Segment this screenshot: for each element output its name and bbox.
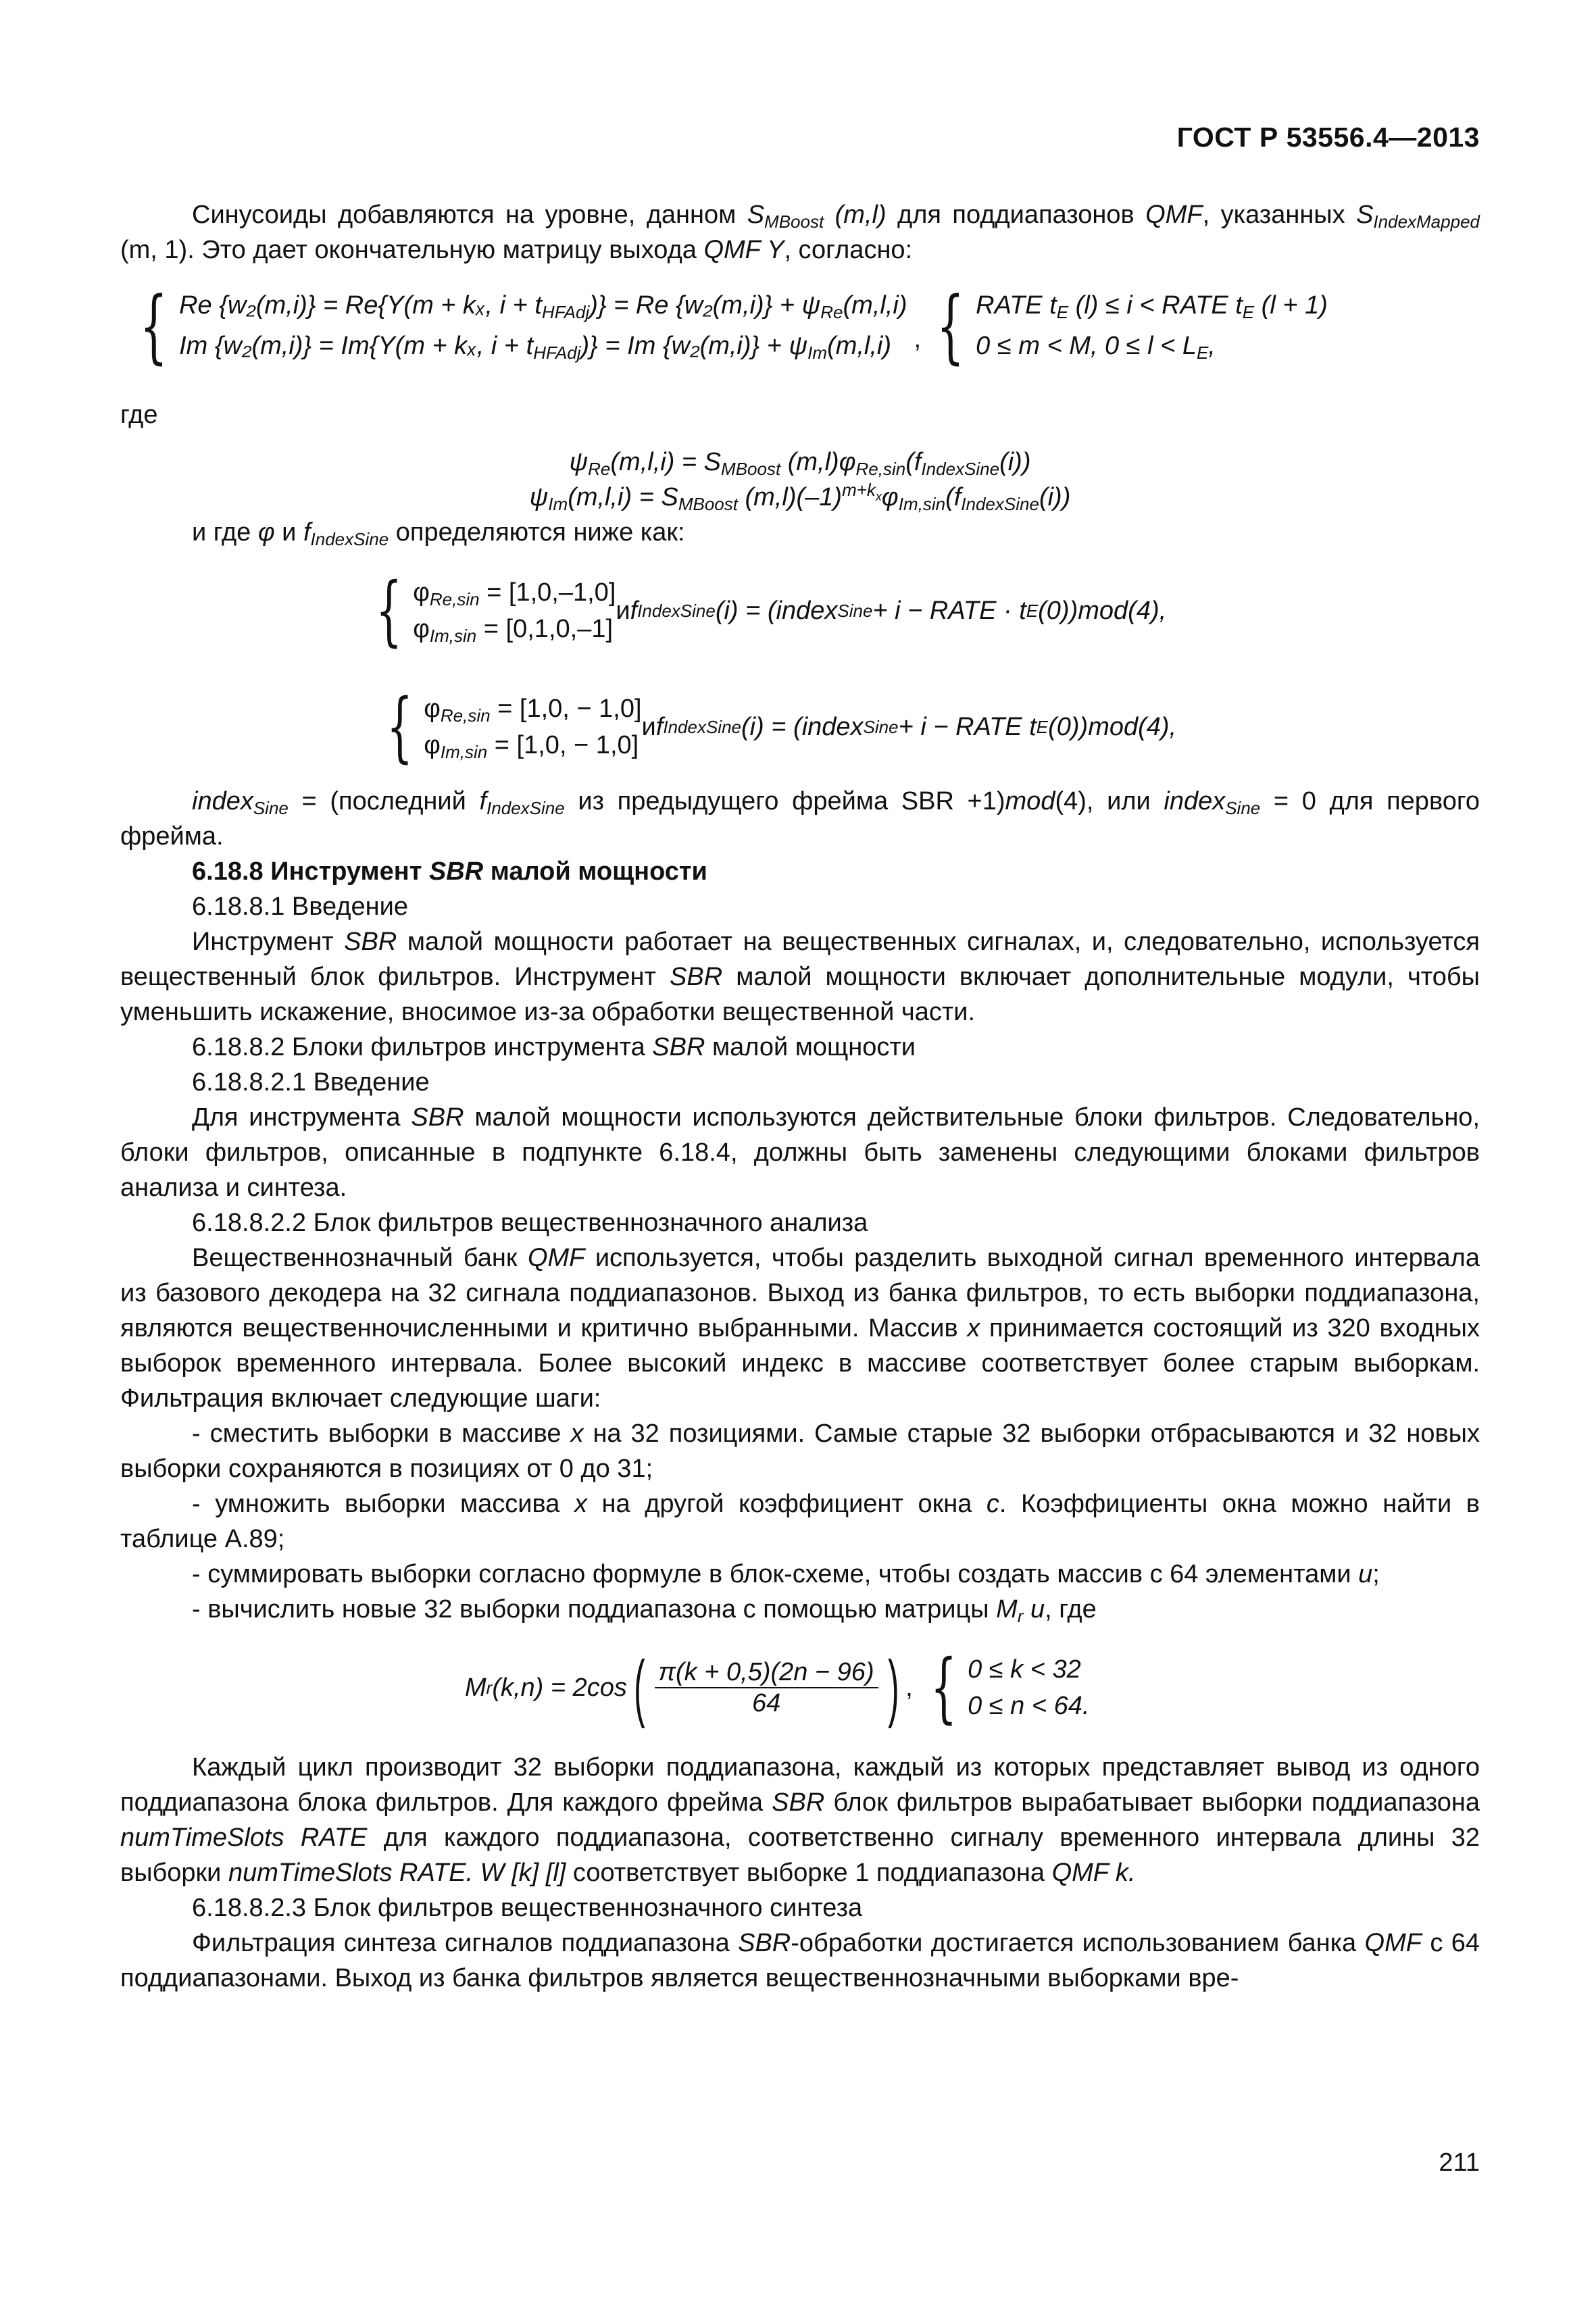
- equation-psi-re: $\psi_{Re}(m,l,i) = S_{MBoost}$ $(m,l)\varphi_{Re,sin}(f_{IndexSine}(i))$: [569, 448, 1031, 479]
- equation-row-re: Re {w₂(m,i)} = Re{Y(m + kₓ, $i + t_{HFAdj})\} = Re$ $\{w_2(m,i)\} + \psi_{Re}(m,l,i)$: [179, 291, 907, 322]
- equation-mr-matrix: M r (k,n) = 2cos ( $\frac{\pi(k + 0,5)(2n - 96)}{64}$ ) , { 0 ≤ k < 32 0 ≤ n < 64.: [465, 1644, 1090, 1732]
- equation-condition-1: RATE $t_E$ (l) ≤ i < RATE $t_E$ (l + 1): [976, 291, 1328, 322]
- paragraph-intro-sbr: Инструмент SBR малой мощности работает на вещественных сигналах, и, следовательно, используется вещественный блок фильтров. Инструмент SBR малой мощности включает дополнительные модули, чтобы уменьшить искажение, вносимое из-за обработки вещественной части.: [120, 928, 1480, 1026]
- subsection-6-18-8-2-3: 6.18.8.2.3 Блок фильтров вещественнозначного синтеза: [192, 1894, 863, 1922]
- equation-phi-1: { $\varphi_{Re,sin} = [1,0,-1,0]$ $\varphi_{Im,sin} = [0,1,0,-1]$ и f IndexSine (i) = (index Sine + i − RATE · t E (0))mod(4),: [376, 567, 1167, 655]
- equation-psi-im: $\psi_{Im}(m,l,i) = S_{MBoost}$ $(m,l)(-1)^{m+k_x}\varphi_{Im,sin}(f_{IndexSine}(i))$: [529, 480, 1071, 514]
- paragraph-synthesis: Фильтрация синтеза сигналов поддиапазона SBR-обработки достигается использованием банка QMF с 64 поддиапазонами. Выход из банка фильтров является вещественнозначными выборками вре-: [120, 1929, 1480, 1992]
- document-header: ГОСТ Р 53556.4—2013: [1176, 122, 1480, 153]
- section-heading-6-18-8: 6.18.8 Инструмент SBR малой мощности: [192, 857, 707, 886]
- paragraph-analysis-bank: Вещественнозначный банк QMF используется, чтобы разделить выходной сигнал временного интервала из базового декодера на 32 сигнала поддиапазонов. Выход из банка фильтров, то есть выборки поддиапазона, являются вещественночисленными и критично выбранными. Массив x принимается состоящий из 320 входных выборок временного интервала. Более высокий индекс в массиве соответствует более старым выборкам. Фильтрация включает следующие шаги:: [120, 1244, 1480, 1413]
- equation-phi-2: { $\varphi_{Re,sin} = [1,0$, − 1,0] $\varphi_{Im,sin} = [1,0$, − 1,0] и f IndexSine (i) = (index Sine + i − RATE t E (0))mod(4),: [386, 683, 1177, 771]
- subsection-6-18-8-1: 6.18.8.1 Введение: [192, 892, 408, 921]
- equation-row-im: Im {w₂(m,i)} = Im{Y(m + kₓ, $i + t_{HFAdj})\} = Im$ $\{w_2(m,i)\} + \psi_{Im}(m,l,i)$: [179, 332, 892, 363]
- where-label: где: [120, 401, 158, 429]
- page-content: [120, 189, 1480, 1996]
- subsection-6-18-8-2: 6.18.8.2 Блоки фильтров инструмента SBR малой мощности: [192, 1033, 916, 1061]
- step-multiply: - умножить выборки массива x на другой коэффициент окна c. Коэффициенты окна можно найти в таблице А.89;: [120, 1490, 1480, 1553]
- step-sum: - суммировать выборки согласно формуле в блок-схеме, чтобы создать массив с 64 элементами u;: [192, 1560, 1380, 1588]
- equation-output-matrix: { Re {w₂(m,i)} = Re{Y(m + kₓ, $i + t_{HFAdj})\} = Re$ $\{w_2(m,i)\} + \psi_{Re}(m,l,i)$ Im {w₂(m,i)} = Im{Y(m + kₓ, $i + t_{HFAdj})\} = Im$ $\{w_2(m,i)\} + \psi_{Im}(m,l,i)$ , { RATE $t_E$ (l) ≤ i < RATE $t_E$ (l + 1) 0 ≤ m < M, $0 \le l < L_E$,: [139, 279, 1328, 372]
- subsection-6-18-8-2-2: 6.18.8.2.2 Блок фильтров вещественнозначного анализа: [192, 1209, 868, 1237]
- and-where-paragraph: и где φ и $f_{IndexSine}$ определяются ниже как:: [192, 518, 685, 549]
- step-compute: - вычислить новые 32 выборки поддиапазона с помощью матрицы $M_r$ u, где: [192, 1595, 1097, 1626]
- equation-condition-2: 0 ≤ m < M, $0 \le l < L_E$,: [976, 332, 1216, 363]
- page-number: 211: [1439, 2148, 1480, 2177]
- intro-paragraph: Синусоиды добавляются на уровне, данном $S_{MBoost}$ (m,l) для поддиапазонов QMF, указанных $S_{IndexMapped}$ (m, 1). Это дает окончательную матрицу выхода QMF Y, согласно:: [120, 201, 1480, 264]
- paragraph-cycle: Каждый цикл производит 32 выборки поддиапазона, каждый из которых представляет вывод из одного поддиапазона блока фильтров. Для каждого фрейма SBR блок фильтров вырабатывает выборки поддиапазона numTimeSlots RATE для каждого поддиапазона, соответственно сигналу временного интервала длины 32 выборки numTimeSlots RATE. W [k] [l] соответствует выборке 1 поддиапазона QMF k.: [120, 1753, 1480, 1887]
- step-shift: - сместить выборки в массиве x на 32 позициями. Самые старые 32 выборки отбрасываются и 32 новых выборки сохраняются в позициях от 0 до 31;: [120, 1419, 1480, 1483]
- index-sine-paragraph: index$_{Sine}$ = (последний $f_{IndexSine}$ из предыдущего фрейма SBR +1)mod(4), или index$_{Sine}$ = 0 для первого фрейма.: [120, 787, 1480, 851]
- paragraph-filter-banks: Для инструмента SBR малой мощности используются действительные блоки фильтров. Следовательно, блоки фильтров, описанные в подпункте 6.18.4, должны быть заменены следующими блоками фильтров анализа и синтеза.: [120, 1103, 1480, 1202]
- subsection-6-18-8-2-1: 6.18.8.2.1 Введение: [192, 1068, 430, 1097]
